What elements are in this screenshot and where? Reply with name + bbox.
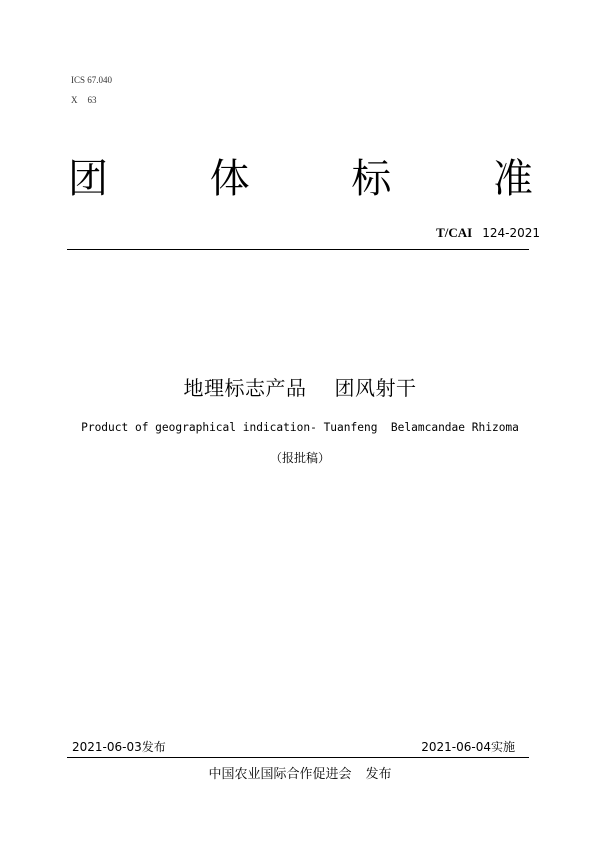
ics-code: ICS 67.040	[71, 75, 113, 85]
doc-type-char-1: 团	[68, 155, 108, 202]
ccs-letter: X	[71, 95, 78, 105]
implementation-date: 2021-06-04实施	[421, 740, 515, 754]
standard-prefix: T/CAI	[436, 225, 473, 240]
bottom-divider	[67, 757, 529, 758]
document-type-heading	[68, 150, 533, 200]
draft-status: （报批稿）	[269, 451, 330, 465]
doc-type-char-2: 体	[209, 155, 250, 202]
top-divider	[67, 249, 529, 250]
publisher-line	[0, 766, 600, 784]
chinese-title-part-1: 地理标志产品	[183, 376, 307, 400]
ccs-number: 63	[87, 95, 97, 105]
ccs-code	[71, 94, 97, 107]
standard-number	[436, 225, 540, 241]
chinese-title	[0, 374, 600, 402]
chinese-title-part-2: 团风射干	[334, 376, 417, 400]
publisher-action: 发布	[365, 767, 392, 782]
english-title: Product of geographical indication- Tuanfeng Belamcandae Rhizoma	[81, 421, 519, 434]
standard-number-value: 124-2021	[482, 226, 540, 240]
doc-type-char-3: 标	[351, 155, 392, 202]
publisher-name: 中国农业国际合作促进会	[208, 767, 352, 782]
doc-type-char-4: 准	[492, 155, 533, 202]
publish-date: 2021-06-03发布	[72, 740, 166, 754]
